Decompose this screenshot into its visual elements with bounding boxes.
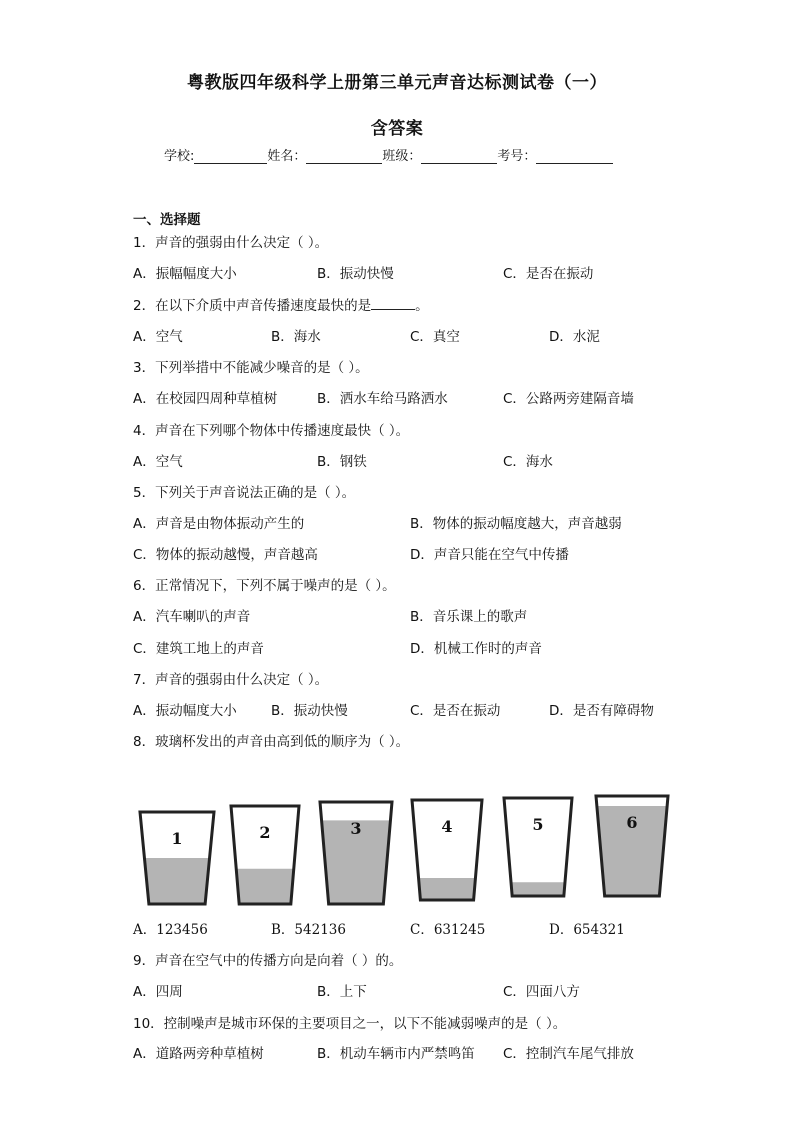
option-c[interactable]: C．四面八方 [503,984,580,1000]
question-stem: 5．下列关于声音说法正确的是（ ）。 [133,485,356,501]
paper-title: 粤教版四年级科学上册第三单元声音达标测试卷（一） [187,73,607,93]
option-c[interactable]: C．真空 [410,329,460,345]
option-c[interactable]: C．物体的振动越慢，声音越高 [133,547,318,563]
name-field[interactable] [306,149,382,164]
question-stem: 10．控制噪声是城市环保的主要项目之一，以下不能减弱噪声的是（ ）。 [133,1016,567,1032]
glass-label-5: 5 [532,815,544,834]
option-b[interactable]: B．物体的振动幅度越大，声音越弱 [410,516,622,532]
question-stem-end: 。 [415,298,429,314]
option-a[interactable]: A．空气 [133,329,183,345]
section-heading: 一、选择题 [133,212,201,228]
question-stem: 7．声音的强弱由什么决定（ ）。 [133,672,329,688]
glass-6 [596,796,668,896]
question-stem: 3．下列举措中不能减少噪音的是（ ）。 [133,360,369,376]
option-b[interactable]: B．海水 [271,329,321,345]
question-stem: 8．玻璃杯发出的声音由高到低的顺序为（ ）。 [133,734,410,750]
class-field[interactable] [421,149,497,164]
option-a[interactable]: A．四周 [133,984,183,1000]
glass-1 [140,812,214,904]
option-b[interactable]: B．机动车辆市内严禁鸣笛 [317,1046,475,1062]
option-b[interactable]: B．上下 [317,984,367,1000]
option-a[interactable]: A．空气 [133,454,183,470]
water-fill-4 [419,878,476,900]
option-b[interactable]: B．洒水车给马路洒水 [317,391,448,407]
water-fill-5 [511,882,565,896]
water-glasses-figure [132,792,672,910]
glass-4 [412,800,482,900]
option-d[interactable]: D．声音只能在空气中传播 [410,547,569,563]
option-d[interactable]: D．654321 [549,922,625,938]
answer-blank[interactable] [371,296,415,310]
option-b[interactable]: B．钢铁 [317,454,367,470]
glass-outline-5 [504,798,572,896]
exam-number-label: 考号： [497,149,537,164]
water-fill-1 [144,858,209,904]
option-c[interactable]: C．631245 [410,922,486,938]
glass-3 [320,802,392,904]
question-stem [133,296,429,315]
option-b[interactable]: B．振动快慢 [271,703,348,719]
question-stem: 6．正常情况下，下列不属于噪声的是（ ）。 [133,578,396,594]
option-a[interactable]: A．道路两旁种草植树 [133,1046,264,1062]
glass-label-4: 4 [441,817,453,836]
glass-label-6: 6 [626,813,638,832]
option-a[interactable]: A．振幅幅度大小 [133,266,237,282]
option-a[interactable]: A．在校园四周种草植树 [133,391,278,407]
option-c[interactable]: C．控制汽车尾气排放 [503,1046,634,1062]
option-a[interactable]: A．声音是由物体振动产生的 [133,516,305,532]
water-fill-2 [236,869,294,904]
name-label: 姓名： [267,149,307,164]
school-label: 学校: [164,149,195,164]
option-c[interactable]: C．是否在振动 [503,266,594,282]
option-c[interactable]: C．海水 [503,454,553,470]
option-b[interactable]: B．音乐课上的歌声 [410,609,528,625]
question-stem: 9．声音在空气中的传播方向是向着（ ）的。 [133,953,403,969]
glass-5 [504,798,572,896]
option-a[interactable]: A．123456 [133,922,208,938]
question-stem-text: 2．在以下介质中声音传播速度最快的是 [133,298,372,314]
glass-label-1: 1 [171,829,183,848]
option-d[interactable]: D．机械工作时的声音 [410,641,542,657]
option-c[interactable]: C．是否在振动 [410,703,501,719]
glass-label-2: 2 [259,823,271,842]
option-d[interactable]: D．是否有障碍物 [549,703,654,719]
option-c[interactable]: C．公路两旁建隔音墙 [503,391,634,407]
class-label: 班级： [382,149,422,164]
option-a[interactable]: A．汽车喇叭的声音 [133,609,251,625]
option-c[interactable]: C．建筑工地上的声音 [133,641,264,657]
paper-title-answer-note: 含答案 [370,119,424,139]
glass-2 [231,806,299,904]
option-d[interactable]: D．水泥 [549,329,600,345]
student-info-row [164,145,613,164]
school-field[interactable] [194,149,267,164]
glass-label-3: 3 [350,819,362,838]
option-b[interactable]: B．振动快慢 [317,266,394,282]
option-a[interactable]: A．振动幅度大小 [133,703,237,719]
exam-number-field[interactable] [536,149,613,164]
question-stem: 4．声音在下列哪个物体中传播速度最快（ ）。 [133,423,410,439]
option-b[interactable]: B．542136 [271,922,346,938]
question-stem: 1．声音的强弱由什么决定（ ）。 [133,235,329,251]
